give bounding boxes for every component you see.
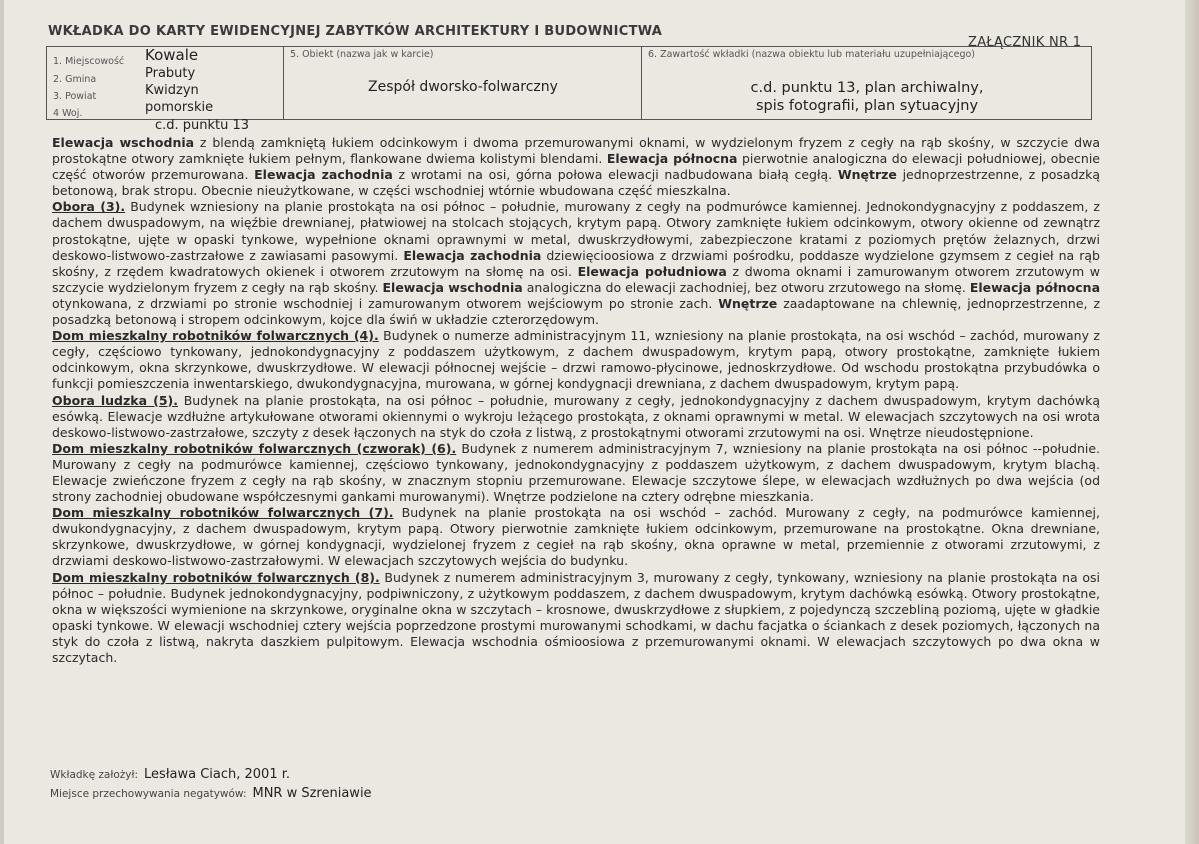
scan-edge-left <box>0 0 4 844</box>
section-heading: c.d. punktu 13 <box>155 118 250 133</box>
voivodeship-label: 4 Woj. <box>53 108 83 119</box>
paragraph-text: dziewięcioosiowa z drzwiami pośrodku, poddasze wydzielone gzymsem z cegieł na rąb skośny, z rzędem kwadratowych okienek i otworem zrzutowym na słomę na osi. <box>52 247 1100 279</box>
paragraph-text: z dwoma oknami i zamurowanym otworem zrzutowym w szczycie wydzielonym fryzem z cegły na rąb skośny. <box>52 263 1101 295</box>
paragraph-text: Budynek wzniesiony na planie prostokąta na osi północ – południe, murowany z cegły na podmurówce kamiennej. Jednokondygnacyjny z poddaszem, z dachem dwuspadowym, na więźbie drewnianej, płatwiowej na stolcach stojących, krytym papą. Otwory zamknięte łukiem odcinkowym, otwory okienne od zewnątrz prostokątne, ujęte w opaski tynkowe, wypełnione oknami oprawnymi w metal, dwuskrzydłowymi, zabezpieczone kratami z poziomych prętów żelaznych, drzwi deskowo-listwowo-zastrzałowe z zawiasami pasowymi. <box>52 199 1100 263</box>
paragraph-cowshed <box>52 199 1100 328</box>
storage-label: Miejsce przechowywania negatywów: <box>50 788 247 800</box>
commune-label: 2. Gmina <box>53 74 97 85</box>
heading-people-barn: Obora ludzka (5). <box>52 392 178 408</box>
paragraph-workers-house-8 <box>52 570 1100 667</box>
paragraph-text: Budynek o numerze administracyjnym 11, wzniesiony na planie prostokąta, na osi wschód – zachód, murowany z cegły, częściowo tynkowany, jednokondygnacyjny z poddaszem użytkowym, z dachem dwuspadowym, krytym papą, otwory prostokątne, zamknięte łukiem odcinkowym, okna skrzynkowe, dwuskrzydłowe. W elewacji północnej wejście – drzwi ramowo-płycinowe, jednoskrzydłowe. Od wschodu prostokątna przybudówka o funkcji pomieszczenia inwentarskiego, dwukondygnacyjna, murowana, w górnej kondygnacji drewniana, z dachem dwuspadowym, krytym papą. <box>52 328 1100 392</box>
term-north-facade: Elewacja północna <box>606 151 738 167</box>
storage-value: MNR w Szreniawie <box>252 786 372 801</box>
heading-workers-house-8: Dom mieszkalny robotników folwarcznych (8). <box>52 569 380 585</box>
voivodeship-value: pomorskie <box>145 100 214 115</box>
document-title: WKŁADKA DO KARTY EWIDENCYJNEJ ZABYTKÓW ARCHITEKTURY I BUDOWNICTWA <box>48 24 663 39</box>
paragraph-workers-house-6 <box>52 441 1100 505</box>
object-cell <box>283 47 642 119</box>
annex-label: ZAŁĄCZNIK NR 1 <box>968 35 1082 50</box>
paragraph-text: pierwotnie analogiczna do elewacji południowej, obecnie część otworów przemurowana. <box>52 151 1100 183</box>
paragraph-text: jednoprzestrzenne, z posadzką betonową, brak stropu. Obecnie nieużytkowane, w części wschodniej wtórnie wbudowana część mieszkalna. <box>52 167 1100 199</box>
document-body <box>52 135 1100 666</box>
contents-value-line2: spis fotografii, plan sytuacyjny <box>755 98 979 114</box>
author-value: Lesława Ciach, 2001 r. <box>144 767 291 782</box>
paragraph-text: zaadaptowane na chlewnię, jednoprzestrzenne, z posadzką betonową i stropem odcinkowym, kojce dla świń w układzie czterorzędowym. <box>52 295 1100 328</box>
paragraph-workers-house-7 <box>52 505 1100 569</box>
paragraph-text: z wrotami na osi, górna połowa elewacji nadbudowana białą cegłą. <box>392 167 838 183</box>
locality-value: Kowale <box>145 46 199 64</box>
paragraph-text: analogiczna do elewacji zachodniej, bez otworu zrzutowego na słomę. <box>522 279 970 295</box>
form-header-table <box>46 46 1092 120</box>
term-south-facade: Elewacja południowa <box>577 263 727 279</box>
term-interior: Wnętrze <box>837 167 897 183</box>
term-west-facade: Elewacja zachodnia <box>403 247 542 263</box>
paragraph-text: otynkowana, z drzwiami po stronie wschodniej i zamurowanym otworem wejściowym po stronie zach. <box>52 295 719 311</box>
object-label: 5. Obiekt (nazwa jak w karcie) <box>290 49 434 60</box>
footer-storage <box>50 786 372 801</box>
locality-label: 1. Miejscowość <box>53 56 125 67</box>
paragraph-facades <box>52 135 1100 199</box>
heading-workers-house-4: Dom mieszkalny robotników folwarcznych (4). <box>52 328 379 344</box>
heading-workers-house-6: Dom mieszkalny robotników folwarcznych (czworak) (6). <box>52 440 457 456</box>
footer-author <box>50 767 290 782</box>
paragraph-text: Budynek z numerem administracyjnym 3, murowany z cegły, tynkowany, wzniesiony na planie prostokąta na osi północ – południe. Budynek jednokondygnacyjny, podpiwniczony, z użytkowym poddaszem, z dachem dwuspadowym, krytym dachówką esówką. Otwory prostokątne, okna w większości wymienione na skrzynkowe, oryginalne okna w szczytach – krosnowe, dwuskrzydłowe z słupkiem, z pojedynczą szczebliną poziomą, ujęte w gładkie opaski tynkowe. W elewacji wschodniej cztery wejścia poprzedzone prostymi murowanymi schodkami, w dachu facjatka o ściankach z desek poziomych, łączonych na styk do czoła z listwą, nakryta daszkiem pulpitowym. Elewacja wschodnia ośmioosiowa z przemurowanymi oknami. W elewacjach szczytowych po dwa okna w szczytach. <box>52 569 1100 665</box>
paragraph-text: Budynek z numerem administracyjnym 7, wzniesiony na planie prostokąta na osi północ --południe. Murowany z cegły na podmurówce kamiennej, częściowo tynkowany, jednokondygnacyjny z poddaszem użytkowym, z dachem dwuspadowym, krytym blachą. Elewacje zwieńczone fryzem z cegły na rąb skośny, w znacznym stopniu przemurowane. Elewacje szczytowe ślepe, w elewacjach wzdłużnych po dwa wejścia (od strony zachodniej obudowane współczesnymi gankami murowanymi). Wnętrze podzielone na cztery odrębne mieszkania. <box>52 440 1101 505</box>
heading-workers-house-7: Dom mieszkalny robotników folwarcznych (7). <box>52 505 394 521</box>
county-label: 3. Powiat <box>53 91 97 102</box>
author-label: Wkładkę założył: <box>50 769 139 781</box>
location-cell <box>47 47 283 119</box>
paragraph-text: Budynek na planie prostokąta, na osi północ – południe, murowany z cegły, jednokondygnacyjny z dachem dwuspadowym, krytym dachówką esówką. Elewacje wzdłużne artykułowane otworami okiennymi o wykroju leżącego prostokąta, z oknami oprawnymi w metal. W elewacjach szczytowych na osi wrota deskowo-listwowo-zastrzałowe, szczyty z desek łączonych na styk do czoła z listwą, z prostokątnymi otworami zrzutowymi na osi. Wnętrze nieudostępnione. <box>52 392 1100 440</box>
field-locality <box>53 46 199 68</box>
field-voivodeship <box>53 100 214 120</box>
commune-value: Prabuty <box>145 66 196 81</box>
contents-cell <box>641 47 1092 119</box>
heading-cowshed: Obora (3). <box>52 199 126 215</box>
object-value: Zespół dworsko-folwarczny <box>368 79 558 95</box>
contents-value-line1: c.d. punktu 13, plan archiwalny, <box>750 80 984 96</box>
term-interior: Wnętrze <box>718 295 778 311</box>
term-east-facade: Elewacja wschodnia <box>52 135 195 150</box>
term-east-facade: Elewacja wschodnia <box>382 279 523 295</box>
contents-label: 6. Zawartość wkładki (nazwa obiektu lub materiału uzupełniającego) <box>648 49 975 60</box>
county-value: Kwidzyn <box>145 83 199 98</box>
term-north-facade: Elewacja północna <box>969 279 1101 295</box>
paragraph-people-barn <box>52 393 1100 441</box>
paragraph-text: Budynek na planie prostokąta na osi wschód – zachód. Murowany z cegły, na podmurówce kamiennej, dwukondygnacyjny, z dachem dwuspadowym, krytym papą. Otwory pierwotnie zamknięte łukiem odcinkowym, przemurowane na prostokątne. Okna drewniane, skrzynkowe, dwuskrzydłowe, w górnej kondygnacji, wydzielonej fryzem z cegieł na rąb skośny, okna oprawne w metal, przemiennie z otworami zrzutowymi, z drzwiami deskowo-listwowo-zastrzałowymi. W elewacjach szczytowych wejścia do budynku. <box>52 505 1100 569</box>
scan-edge-right <box>1185 0 1199 844</box>
term-west-facade: Elewacja zachodnia <box>254 167 393 183</box>
paragraph-workers-house-4 <box>52 328 1100 392</box>
paragraph-text: z blendą zamkniętą łukiem odcinkowym i dwoma przemurowanymi oknami, w wydzielonym fryzem z cegły na rąb skośny, w szczycie dwa prostokątne otwory zamknięte łukiem pełnym, flankowane dwiema kolistymi blendami. <box>52 135 1101 167</box>
